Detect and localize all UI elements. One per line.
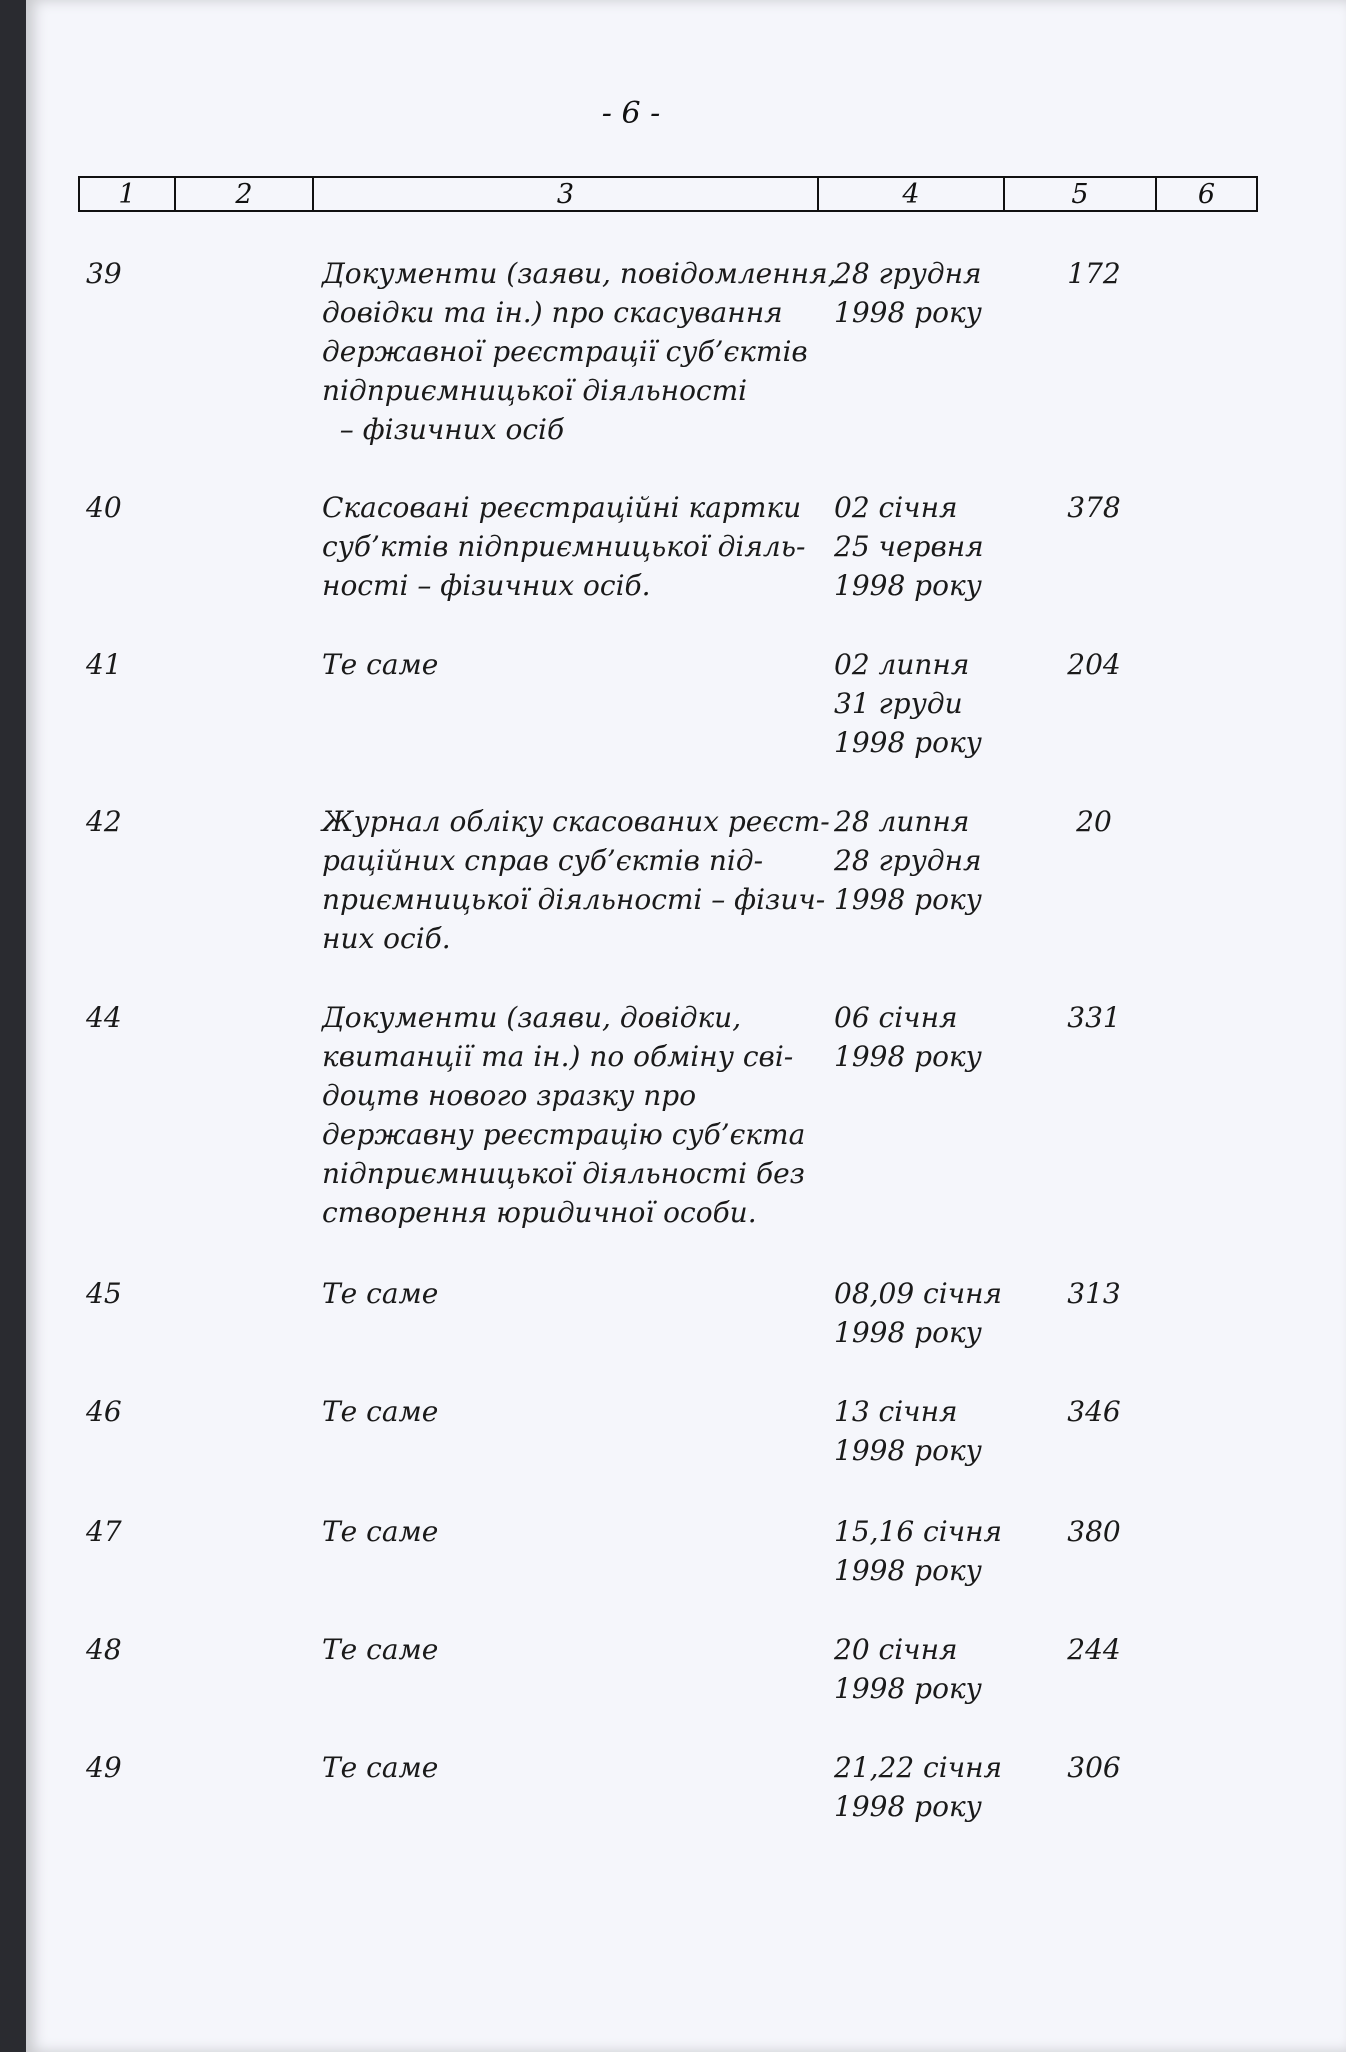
entry-description xyxy=(322,488,822,605)
description-line: Те саме xyxy=(322,1395,439,1428)
entry-description xyxy=(322,1748,822,1787)
entry-number: 44 xyxy=(86,1001,122,1034)
entry-dates xyxy=(834,1630,1034,1708)
date-line: 28 грудня xyxy=(834,844,982,877)
description-line: них осіб. xyxy=(322,922,451,955)
description-line: квитанції та ін.) по обміну сві- xyxy=(322,1040,794,1073)
date-line: 02 січня xyxy=(834,491,958,524)
column-header-6: 6 xyxy=(1197,178,1216,210)
entry-number: 47 xyxy=(86,1515,122,1548)
description-line: Документи (заяви, повідомлення, xyxy=(322,257,837,290)
description-line: Те саме xyxy=(322,1751,439,1784)
date-line: 1998 року xyxy=(834,1316,982,1349)
entry-description xyxy=(322,1392,822,1431)
entry-number: 46 xyxy=(86,1395,122,1428)
date-line: 1998 року xyxy=(834,1040,982,1073)
description-line: довідки та ін.) про скасування xyxy=(322,296,783,329)
entry-number: 41 xyxy=(86,648,122,681)
entry-dates xyxy=(834,1274,1034,1352)
column-header-5: 5 xyxy=(1005,178,1157,210)
entry-number: 48 xyxy=(86,1633,122,1666)
date-line: 28 липня xyxy=(834,805,970,838)
date-line: 08,09 січня xyxy=(834,1277,1003,1310)
description-line: суб’ктів підприємницької діяль- xyxy=(322,530,806,563)
description-line: Те саме xyxy=(322,1633,439,1666)
date-line: 1998 року xyxy=(834,1672,982,1705)
column-header-3: 3 xyxy=(314,178,819,210)
description-line: підприємницької діяльності без xyxy=(322,1157,805,1190)
description-line: ності – фізичних осіб. xyxy=(322,569,651,602)
entry-sheet-count: 172 xyxy=(1067,257,1121,290)
entry-number: 42 xyxy=(86,805,122,838)
description-line: Те саме xyxy=(322,1277,439,1310)
entry-description xyxy=(322,1512,822,1551)
entry-sheet-count: 204 xyxy=(1067,648,1121,681)
date-line: 31 груди xyxy=(834,687,963,720)
entry-sheet-count: 244 xyxy=(1067,1633,1121,1666)
entry-description xyxy=(322,1274,822,1313)
date-line: 20 січня xyxy=(834,1633,958,1666)
date-line: 06 січня xyxy=(834,1001,958,1034)
entry-number: 45 xyxy=(86,1277,122,1310)
description-line: створення юридичної особи. xyxy=(322,1196,757,1229)
column-header-4: 4 xyxy=(819,178,1005,210)
document-page xyxy=(26,0,1346,2052)
entry-description xyxy=(322,802,830,958)
page-number: - 6 - xyxy=(601,96,661,131)
date-line: 1998 року xyxy=(834,1790,982,1823)
description-line: раційних справ суб’єктів під- xyxy=(322,844,764,877)
entry-sheet-count: 20 xyxy=(1076,805,1112,838)
date-line: 15,16 січня xyxy=(834,1515,1003,1548)
description-line: Те саме xyxy=(322,1515,439,1548)
date-line: 1998 року xyxy=(834,883,982,916)
entry-description xyxy=(322,645,822,684)
entry-dates xyxy=(834,1392,1034,1470)
entry-number: 39 xyxy=(86,257,122,290)
entry-dates xyxy=(834,802,1034,919)
column-header-row xyxy=(78,176,1258,212)
description-line: підприємницької діяльності xyxy=(322,374,748,407)
date-line: 1998 року xyxy=(834,726,982,759)
entry-dates xyxy=(834,1512,1034,1590)
entry-dates xyxy=(834,254,1034,332)
entry-description xyxy=(322,998,822,1232)
entry-description xyxy=(322,1630,822,1669)
date-line: 1998 року xyxy=(834,569,982,602)
description-line: Журнал обліку скасованих реєст- xyxy=(322,805,830,838)
date-line: 21,22 січня xyxy=(834,1751,1003,1784)
entry-dates xyxy=(834,645,1034,762)
description-line: державної реєстрації суб’єктів xyxy=(322,335,808,368)
column-header-1: 1 xyxy=(80,178,176,210)
entry-description xyxy=(322,254,837,449)
date-line: 1998 року xyxy=(834,1434,982,1467)
description-line: Скасовані реєстраційні картки xyxy=(322,491,802,524)
date-line: 13 січня xyxy=(834,1395,958,1428)
entry-sheet-count: 306 xyxy=(1067,1751,1121,1784)
entry-dates xyxy=(834,488,1034,605)
description-line: державну реєстрацію суб’єкта xyxy=(322,1118,806,1151)
description-line: Документи (заяви, довідки, xyxy=(322,1001,742,1034)
date-line: 02 липня xyxy=(834,648,970,681)
entry-number: 49 xyxy=(86,1751,122,1784)
entry-sheet-count: 378 xyxy=(1067,491,1121,524)
entry-sheet-count: 331 xyxy=(1067,1001,1121,1034)
description-line: доцтв нового зразку про xyxy=(322,1079,697,1112)
column-header-2: 2 xyxy=(176,178,314,210)
date-line: 1998 року xyxy=(834,1554,982,1587)
description-line: приємницької діяльності – фізич- xyxy=(322,883,826,916)
entry-dates xyxy=(834,998,1034,1076)
entry-number: 40 xyxy=(86,491,122,524)
date-line: 28 грудня xyxy=(834,257,982,290)
description-line: Те саме xyxy=(322,648,439,681)
entry-dates xyxy=(834,1748,1034,1826)
description-line: – фізичних осіб xyxy=(322,413,565,446)
entry-sheet-count: 346 xyxy=(1067,1395,1121,1428)
entry-sheet-count: 313 xyxy=(1067,1277,1121,1310)
date-line: 1998 року xyxy=(834,296,982,329)
entry-sheet-count: 380 xyxy=(1067,1515,1121,1548)
date-line: 25 червня xyxy=(834,530,984,563)
